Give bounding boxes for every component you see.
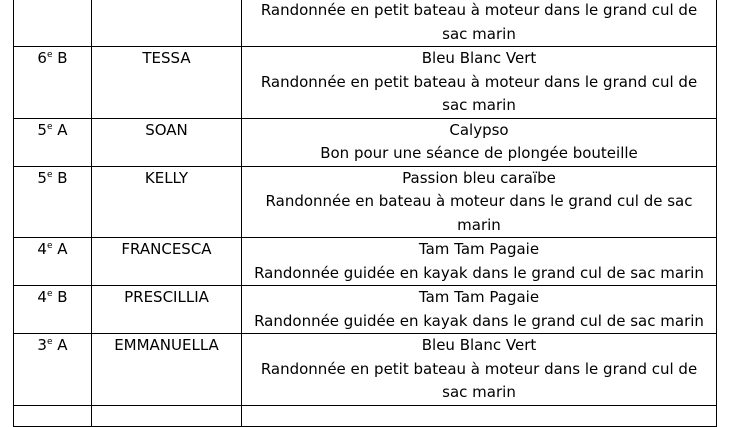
name-cell: KELLY <box>92 166 242 238</box>
name-cell <box>92 405 242 426</box>
table-row <box>14 334 717 406</box>
prize-provider: Bleu Blanc Vert <box>421 336 537 354</box>
prize-line: marin <box>457 215 501 234</box>
class-cell <box>14 0 92 47</box>
name-cell: PRESCILLIA <box>92 286 242 334</box>
prize-line: Randonnée guidée en kayak dans le grand cul de sac marin <box>254 263 704 282</box>
prize-line: Randonnée en bateau à moteur dans le grand cul de sac <box>265 192 693 210</box>
prize-line: Randonnée guidée en kayak dans le grand cul de sac marin <box>254 311 704 330</box>
prize-cell <box>242 118 717 166</box>
class-cell <box>14 238 92 286</box>
table-row <box>14 286 717 334</box>
class-cell <box>14 118 92 166</box>
class-cell <box>14 405 92 426</box>
prize-line: Bon pour une séance de plongée bouteille <box>320 144 638 162</box>
table-row <box>14 0 717 47</box>
table-row <box>14 238 717 286</box>
prize-line: sac marin <box>442 383 516 401</box>
prize-cell <box>242 238 717 286</box>
class-section: B <box>57 49 68 67</box>
class-section: A <box>57 336 68 354</box>
prize-line: Randonnée en petit bateau à moteur dans le grand cul de <box>260 359 698 378</box>
table-row <box>14 118 717 166</box>
prize-cell <box>242 405 717 426</box>
prize-line: sac marin <box>442 24 516 43</box>
prize-line: Randonnée en petit bateau à moteur dans le grand cul de <box>260 72 698 91</box>
name-cell: EMMANUELLA <box>92 334 242 406</box>
class-level: 4 <box>37 240 47 258</box>
class-cell <box>14 334 92 406</box>
class-cell <box>14 286 92 334</box>
class-superscript: e <box>46 241 53 251</box>
class-cell <box>14 166 92 238</box>
prize-provider: Calypso <box>449 120 509 139</box>
prize-cell <box>242 166 717 238</box>
class-section: A <box>57 240 68 258</box>
class-superscript: e <box>46 169 53 180</box>
class-section: B <box>57 168 68 187</box>
prize-cell <box>242 0 717 47</box>
table-row <box>14 47 717 119</box>
name-cell: FRANCESCA <box>92 238 242 286</box>
prize-provider: Passion bleu caraïbe <box>402 168 556 187</box>
class-cell <box>14 47 92 119</box>
prize-provider: Tam Tam Pagaie <box>418 288 540 306</box>
class-level: 4 <box>37 288 47 306</box>
prize-line: Randonnée en petit bateau à moteur dans le grand cul de <box>260 1 698 19</box>
table-row <box>14 405 717 426</box>
class-level: 3 <box>37 336 47 354</box>
class-superscript: e <box>46 50 53 60</box>
prize-cell <box>242 47 717 119</box>
prize-line: sac marin <box>442 96 516 114</box>
prize-cell <box>242 334 717 406</box>
class-level: 5 <box>37 168 47 187</box>
prize-provider: Tam Tam Pagaie <box>418 240 540 258</box>
class-section: A <box>57 120 68 139</box>
prize-cell <box>242 286 717 334</box>
class-superscript: e <box>46 289 53 299</box>
name-cell <box>92 0 242 47</box>
class-level: 5 <box>37 120 47 139</box>
class-superscript: e <box>46 121 53 132</box>
name-cell: TESSA <box>92 47 242 119</box>
prize-table <box>13 0 717 427</box>
name-cell: SOAN <box>92 118 242 166</box>
prize-provider: Bleu Blanc Vert <box>421 49 537 67</box>
class-superscript: e <box>46 337 53 347</box>
table-row <box>14 166 717 238</box>
class-level: 6 <box>37 49 47 67</box>
class-section: B <box>57 288 68 306</box>
